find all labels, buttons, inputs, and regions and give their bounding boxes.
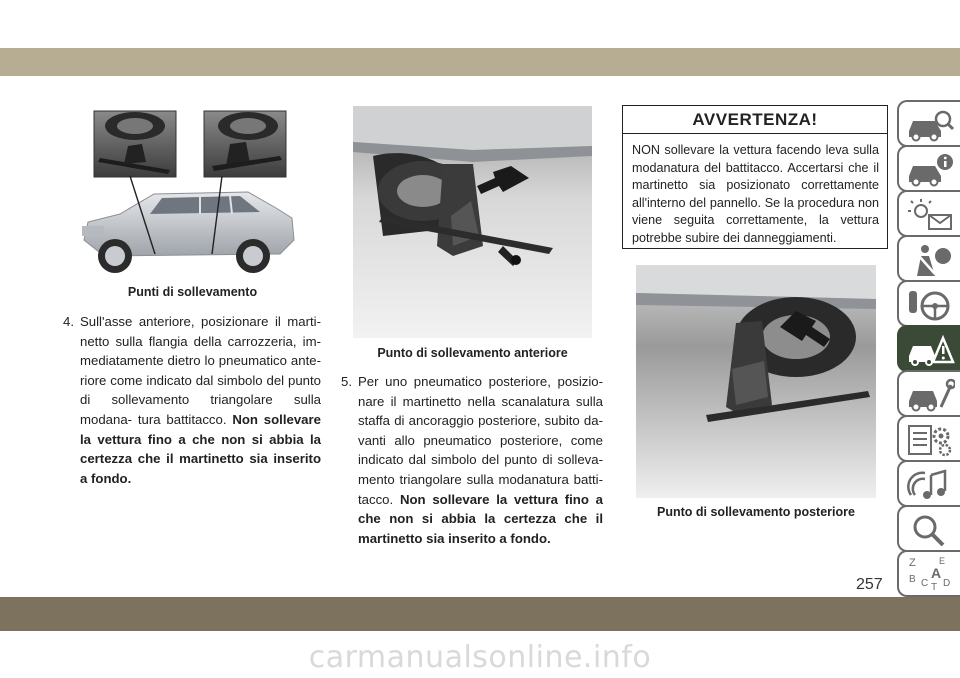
airbag-seatbelt-icon (905, 242, 955, 278)
rear-lift-point-caption: Punto di sollevamento posteriore (657, 505, 855, 519)
tab-alphabetical-index[interactable] (897, 550, 960, 597)
car-maintenance-wrench-icon (905, 377, 955, 413)
tab-maintenance[interactable] (897, 370, 960, 417)
car-search-icon (905, 107, 955, 143)
search-index-icon (905, 512, 955, 548)
car-info-icon (905, 152, 955, 188)
step-5-bold-text: Non sollevare la vettura fino a che non si abbia la certezza che il martinetto sia inserito a fondo. (358, 491, 603, 546)
alphabet-index-icon (905, 554, 955, 594)
tab-airbag-seatbelt[interactable] (897, 235, 960, 282)
tab-car-search[interactable] (897, 100, 960, 147)
specifications-gears-icon (905, 422, 955, 458)
step-4-number: 4. (63, 314, 74, 329)
front-jack-image (353, 106, 592, 338)
lift-points-illustration (80, 108, 305, 283)
tab-specifications[interactable] (897, 415, 960, 462)
warning-lights-message-icon (905, 197, 955, 233)
tab-multimedia[interactable] (897, 460, 960, 507)
svg-text:T: T (931, 582, 938, 593)
suv-lift-points-image (80, 108, 305, 283)
step-5-paragraph (341, 372, 603, 548)
tab-car-info[interactable] (897, 145, 960, 192)
step-5-number: 5. (341, 374, 352, 389)
front-lift-point-photo (353, 106, 592, 338)
svg-text:C: C (921, 578, 929, 589)
step-5-text: Per uno pneumatico posteriore, posizio- nare il martinetto nella scanalatura sulla staffa di ancoraggio posteriore, subito da- vanti allo pneumatico posteriore, come indicato dal simbolo del punto di solleva- mento triangolare sulla modanatura batti- tacco. (358, 374, 603, 507)
svg-text:B: B (909, 574, 916, 585)
multimedia-music-icon (905, 467, 955, 503)
rear-lift-point-photo (636, 265, 876, 498)
warning-box (622, 105, 888, 249)
tab-emergency[interactable] (897, 325, 960, 372)
svg-text:Z: Z (909, 557, 916, 569)
emergency-car-warning-icon (905, 332, 955, 368)
front-lift-point-caption: Punto di sollevamento anteriore (377, 346, 568, 360)
step-4-paragraph (63, 312, 321, 488)
tab-steering-controls[interactable] (897, 280, 960, 327)
tab-search[interactable] (897, 505, 960, 552)
svg-text:E: E (939, 556, 946, 566)
footer-watermark: carmanualsonline.info (308, 640, 652, 675)
svg-text:A: A (931, 565, 942, 581)
page-number: 257 (856, 576, 883, 593)
footer-band (0, 597, 960, 631)
step-4-text: Sull'asse anteriore, posizionare il marti- netto sulla flangia della carrozzeria, im- mediatamente dietro lo pneumatico ante- riore come indicato dal simbolo del punto di sollevamento triangolare sulla modana- tura battitacco. (80, 314, 321, 427)
steering-wheel-controls-icon (905, 287, 955, 323)
step-4-bold-text: Non sollevare la vettura fino a che non si abbia la certezza che il martinetto sia inserito a fondo. (80, 411, 321, 486)
tab-warning-lights[interactable] (897, 190, 960, 237)
lift-points-caption: Punti di sollevamento (127, 285, 258, 299)
warning-text: NON sollevare la vettura facendo leva sulla modanatura del battitacco. Accertarsi che il martinetto sia posizionato correttamente all'interno del pannello. Se la procedura non viene seguita correttamente, la vettura potrebbe subire dei danneggiamenti. (632, 143, 879, 245)
header-band (0, 48, 960, 76)
rear-jack-image (636, 265, 876, 498)
svg-text:D: D (943, 578, 951, 589)
warning-title: AVVERTENZA! (623, 106, 887, 134)
